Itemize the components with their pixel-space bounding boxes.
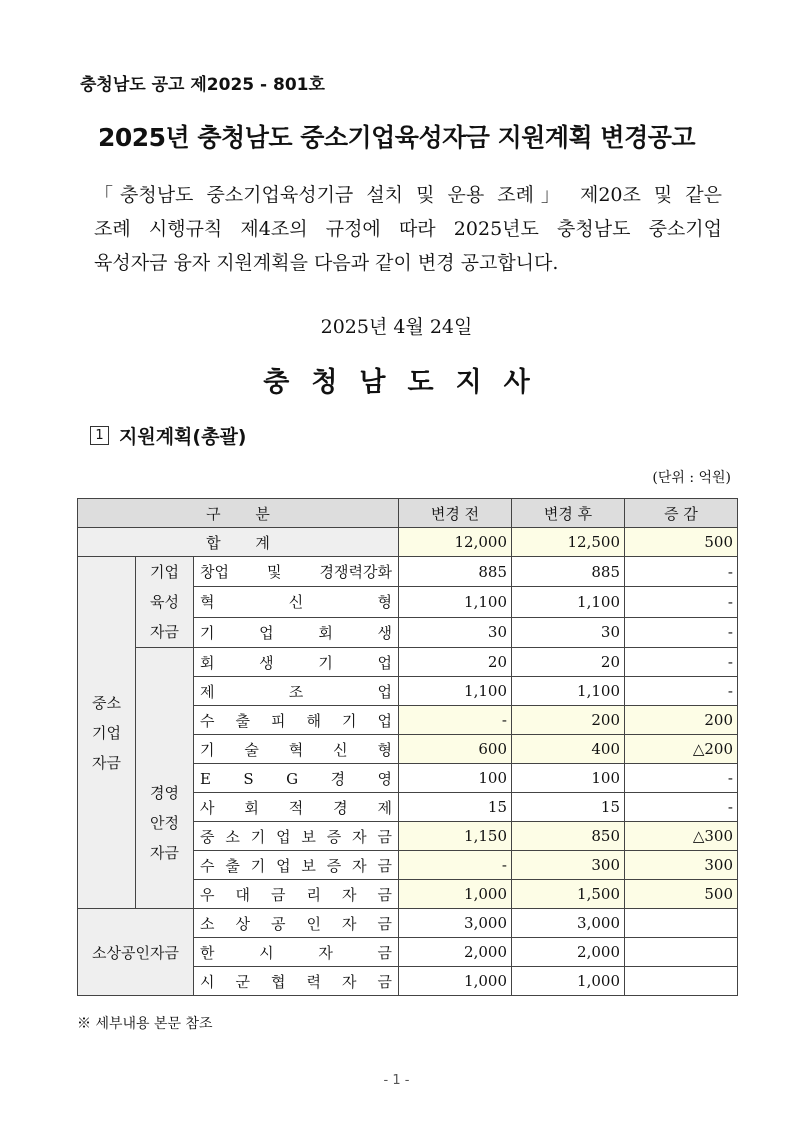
cell-after: 15 bbox=[512, 793, 625, 822]
total-after: 12,500 bbox=[512, 528, 625, 557]
footnote: ※ 세부내용 본문 참조 bbox=[77, 1016, 213, 1032]
cell-after: 1,500 bbox=[512, 880, 625, 909]
row-label-text: 회 생 기 업 bbox=[200, 653, 392, 672]
cell-after: 30 bbox=[512, 617, 625, 647]
subgroup-growth-funds: 기업 육성 자금 bbox=[136, 557, 194, 648]
cell-before: - bbox=[399, 706, 512, 735]
cell-after: 1,100 bbox=[512, 587, 625, 617]
cell-after: 300 bbox=[512, 851, 625, 880]
cell-change: - bbox=[625, 764, 738, 793]
table-row bbox=[78, 648, 738, 677]
cell-before: 2,000 bbox=[399, 938, 512, 967]
row-label-text: 기 술 혁 신 형 bbox=[200, 740, 392, 759]
row-label-text: 수 출 피 해 기 업 bbox=[200, 711, 392, 730]
cell-before: 1,100 bbox=[399, 677, 512, 706]
cell-before: 30 bbox=[399, 617, 512, 647]
row-label-text: 소 상 공 인 자 금 bbox=[200, 914, 392, 933]
cell-before: 20 bbox=[399, 648, 512, 677]
body-line: 육성자금 융자 지원계획을 다음과 같이 변경 공고합니다. bbox=[94, 252, 559, 274]
cell-after: 2,000 bbox=[512, 938, 625, 967]
row-label bbox=[194, 648, 399, 677]
header-category: 구 분 bbox=[78, 499, 399, 528]
cell-change: 200 bbox=[625, 706, 738, 735]
row-label bbox=[194, 677, 399, 706]
header-before: 변경 전 bbox=[399, 499, 512, 528]
cell-change bbox=[625, 938, 738, 967]
total-before: 12,000 bbox=[399, 528, 512, 557]
cell-change: - bbox=[625, 793, 738, 822]
cell-change: - bbox=[625, 677, 738, 706]
cell-after: 3,000 bbox=[512, 909, 625, 938]
cell-change: - bbox=[625, 557, 738, 587]
row-label bbox=[194, 793, 399, 822]
row-label-text: E S G 경 영 bbox=[200, 769, 392, 788]
row-label bbox=[194, 617, 399, 647]
cell-change: - bbox=[625, 648, 738, 677]
row-label bbox=[194, 706, 399, 735]
cell-after: 885 bbox=[512, 557, 625, 587]
subgroup-stability-funds: 경영 안정 자금 bbox=[136, 648, 194, 909]
row-label-text: 사 회 적 경 제 bbox=[200, 798, 392, 817]
cell-after: 100 bbox=[512, 764, 625, 793]
total-label: 합 계 bbox=[78, 528, 399, 557]
issuer-name: 충청남도지사 bbox=[263, 367, 552, 398]
section-number-box: 1 bbox=[90, 426, 109, 445]
cell-change bbox=[625, 967, 738, 996]
cell-before: 600 bbox=[399, 735, 512, 764]
cell-before: 1,100 bbox=[399, 587, 512, 617]
row-label bbox=[194, 587, 399, 617]
cell-after: 1,100 bbox=[512, 677, 625, 706]
row-label-text: 우 대 금 리 자 금 bbox=[200, 885, 392, 904]
row-label bbox=[194, 938, 399, 967]
cell-change: - bbox=[625, 617, 738, 647]
notice-date: 2025년 4월 24일 bbox=[320, 316, 473, 338]
row-label bbox=[194, 967, 399, 996]
group-small-business-funds: 소상공인자금 bbox=[78, 909, 194, 996]
row-label bbox=[194, 735, 399, 764]
table-row bbox=[78, 557, 738, 587]
cell-change: △200 bbox=[625, 735, 738, 764]
table-header-row bbox=[78, 499, 738, 528]
body-line: 조례 시행규칙 제4조의 규정에 따라 2025년도 충청남도 중소기업 bbox=[94, 218, 722, 240]
row-label-text: 제 조 업 bbox=[200, 682, 392, 701]
row-label bbox=[194, 909, 399, 938]
table-total-row bbox=[78, 528, 738, 557]
row-label bbox=[194, 851, 399, 880]
cell-after: 1,000 bbox=[512, 967, 625, 996]
row-label-text: 한 시 자 금 bbox=[200, 943, 392, 962]
document-title: 2025년 충청남도 중소기업육성자금 지원계획 변경공고 bbox=[97, 123, 696, 152]
cell-after: 200 bbox=[512, 706, 625, 735]
row-label bbox=[194, 880, 399, 909]
cell-change: 300 bbox=[625, 851, 738, 880]
cell-change: 500 bbox=[625, 880, 738, 909]
row-label-text: 중 소 기 업 보 증 자 금 bbox=[200, 827, 392, 846]
row-label-text: 시 군 협 력 자 금 bbox=[200, 972, 392, 991]
cell-before: 885 bbox=[399, 557, 512, 587]
cell-change: - bbox=[625, 587, 738, 617]
section-title: 지원계획(총괄) bbox=[119, 426, 247, 448]
row-label-text: 창업 및 경쟁력강화 bbox=[200, 563, 392, 582]
body-line: 「충청남도 중소기업육성기금 설치 및 운용 조례」 제20조 및 같은 bbox=[94, 184, 722, 206]
row-label-text: 혁 신 형 bbox=[200, 593, 392, 612]
section-heading bbox=[90, 422, 247, 449]
cell-before: - bbox=[399, 851, 512, 880]
notice-number: 충청남도 공고 제2025 - 801호 bbox=[80, 75, 325, 95]
support-plan-table bbox=[77, 498, 738, 996]
row-label bbox=[194, 764, 399, 793]
body-paragraph bbox=[82, 178, 722, 280]
group-sme-funds: 중소 기업 자금 bbox=[78, 557, 136, 909]
cell-change bbox=[625, 909, 738, 938]
cell-before: 3,000 bbox=[399, 909, 512, 938]
cell-change: △300 bbox=[625, 822, 738, 851]
table-row bbox=[78, 909, 738, 938]
row-label-text: 수 출 기 업 보 증 자 금 bbox=[200, 856, 392, 875]
cell-before: 1,000 bbox=[399, 880, 512, 909]
row-label bbox=[194, 822, 399, 851]
unit-label: (단위 : 억원) bbox=[652, 470, 731, 486]
row-label bbox=[194, 557, 399, 587]
cell-before: 1,000 bbox=[399, 967, 512, 996]
total-change: 500 bbox=[625, 528, 738, 557]
cell-after: 400 bbox=[512, 735, 625, 764]
header-change: 증 감 bbox=[625, 499, 738, 528]
cell-before: 1,150 bbox=[399, 822, 512, 851]
header-after: 변경 후 bbox=[512, 499, 625, 528]
page-number: - 1 - bbox=[383, 1073, 410, 1088]
cell-before: 100 bbox=[399, 764, 512, 793]
cell-before: 15 bbox=[399, 793, 512, 822]
row-label-text: 기 업 회 생 bbox=[200, 623, 392, 642]
cell-after: 850 bbox=[512, 822, 625, 851]
cell-after: 20 bbox=[512, 648, 625, 677]
